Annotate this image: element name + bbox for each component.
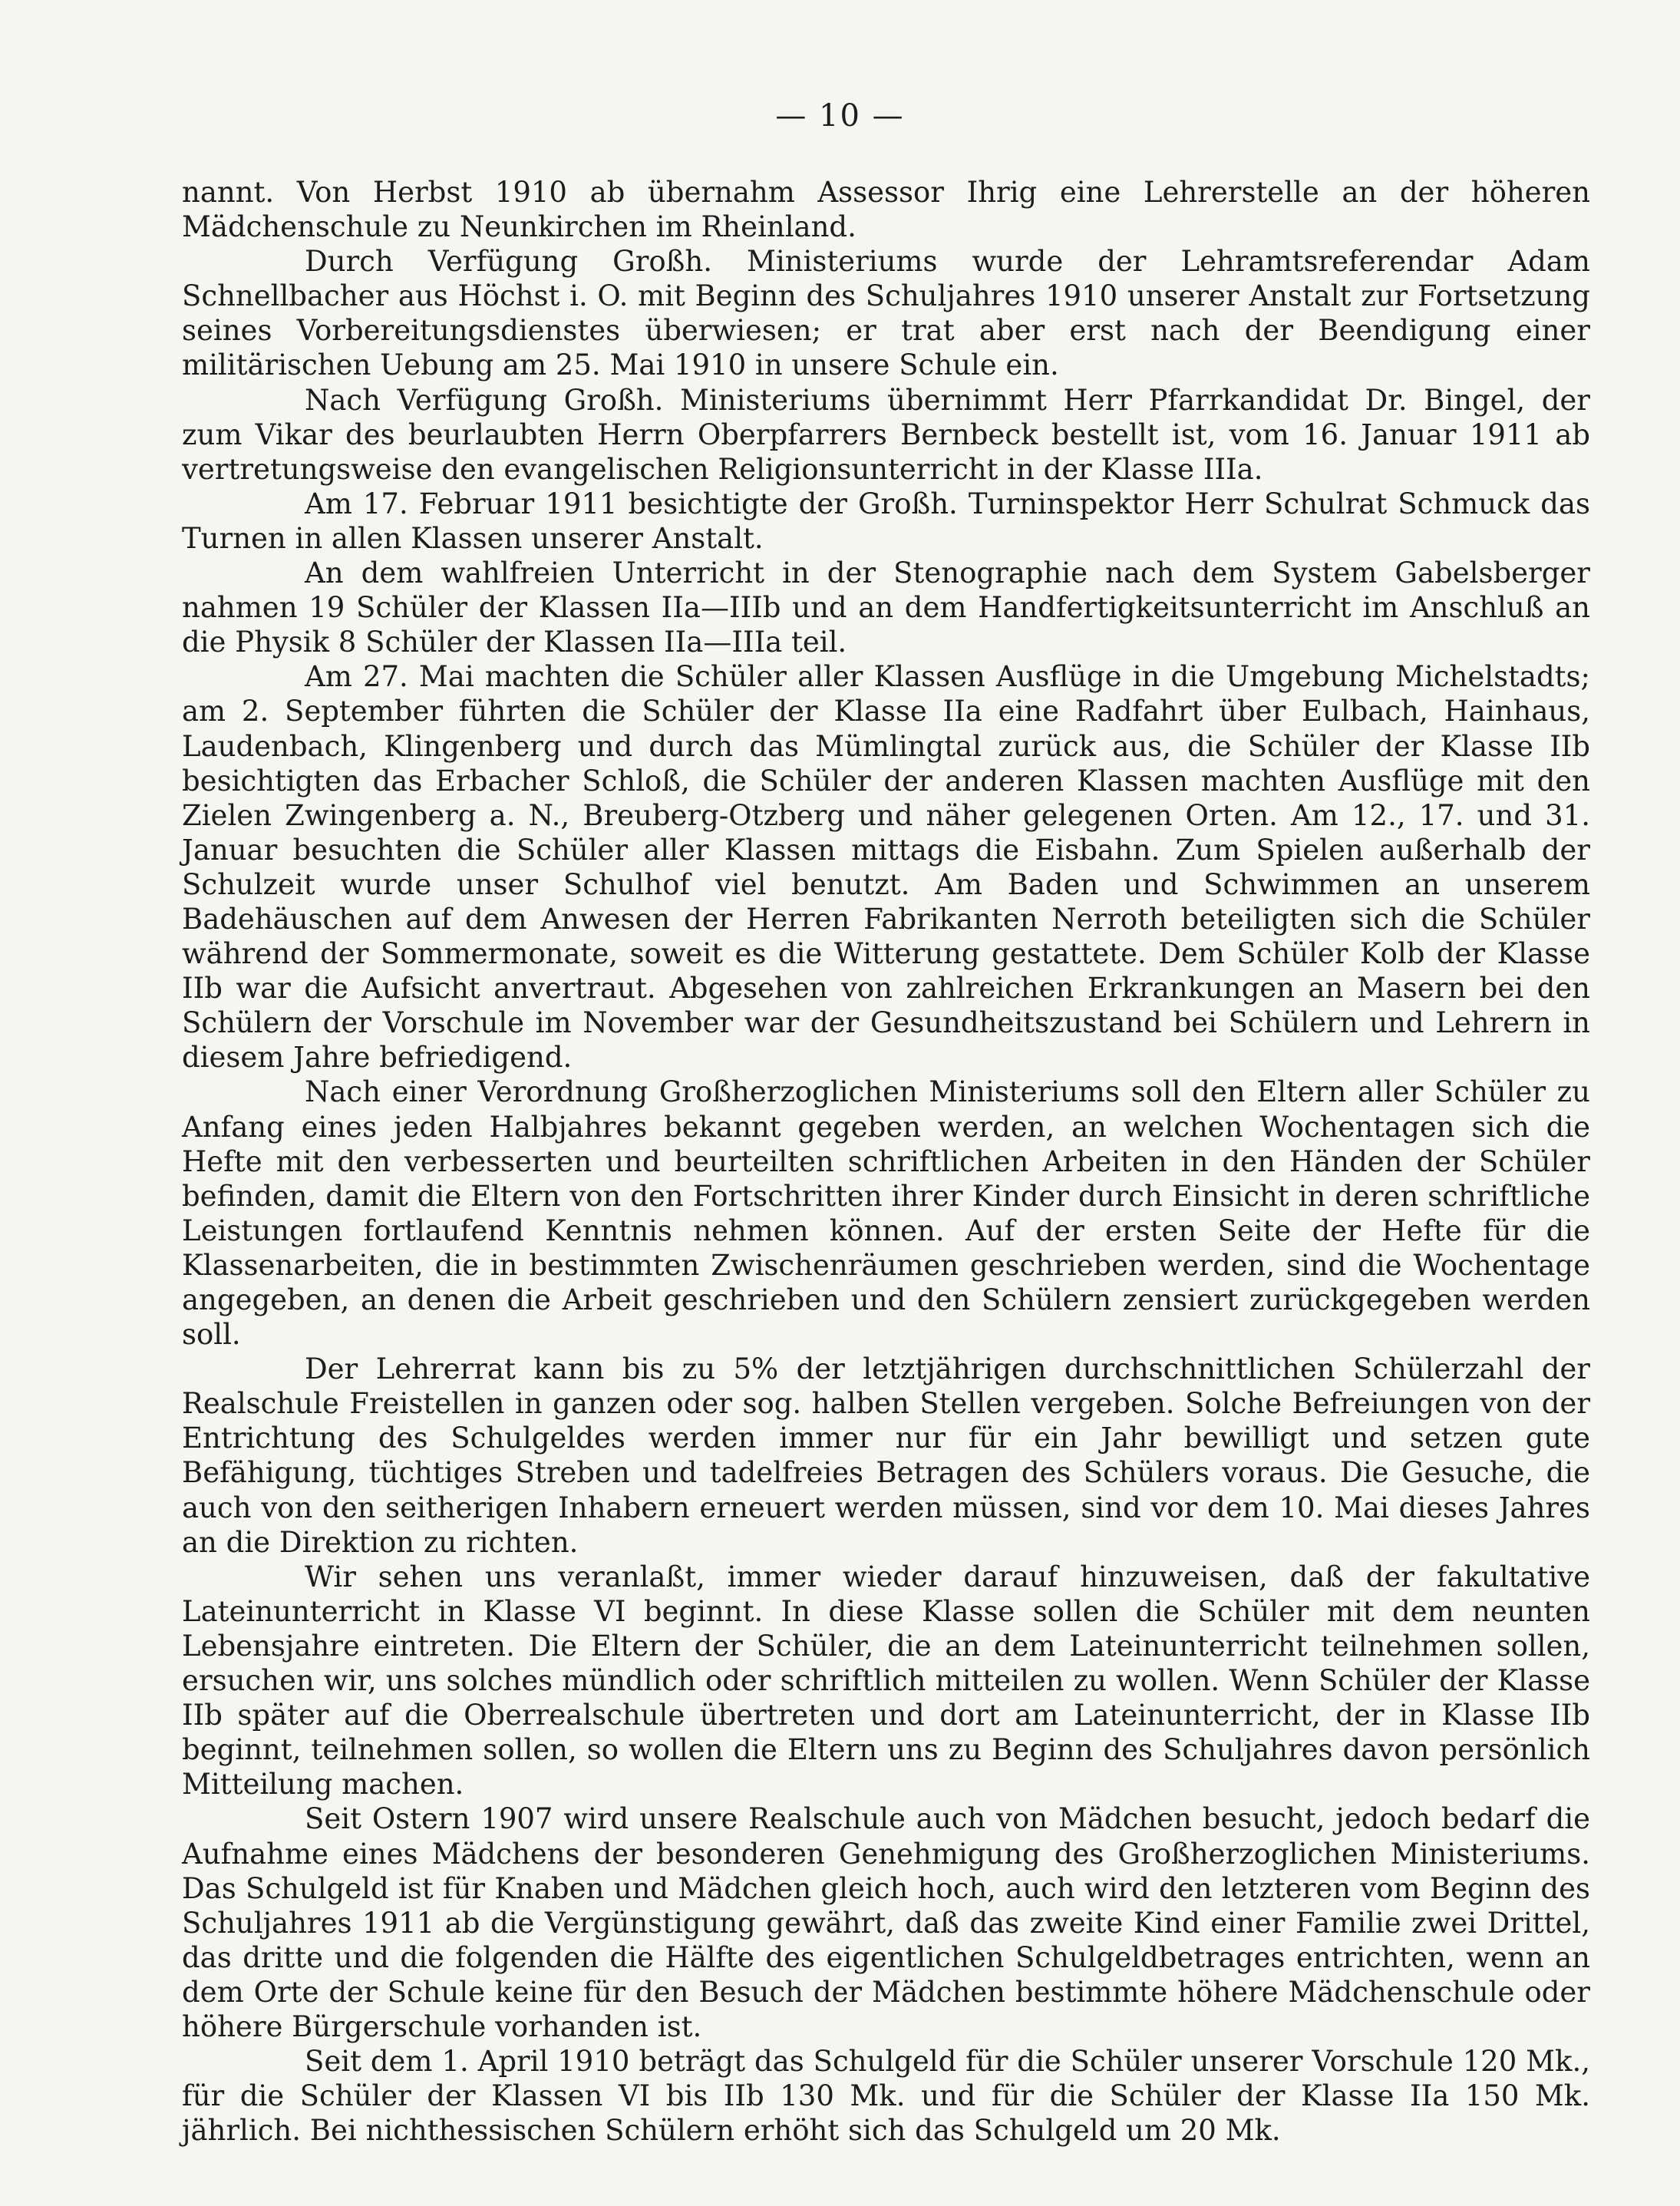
paragraph: An dem wahlfreien Unterricht in der Stenographie nach dem System Gabelsberger nahmen 19 Schüler der Klassen IIa—IIIb und an dem Handfertigkeitsunterricht im Anschluß an die Physik 8 Schüler der Klassen IIa—IIIa teil. (182, 556, 1590, 659)
paragraph: Nach einer Verordnung Großherzoglichen Ministeriums soll den Eltern aller Schüler zu Anfang eines jeden Halbjahres bekannt gegeben werden, an welchen Wochentagen sich die Hefte mit den verbesserten und beurteilten schriftlichen Arbeiten in den Händen der Schüler befinden, damit die Eltern von den Fortschritten ihrer Kinder durch Einsicht in deren schriftliche Leistungen fortlaufend Kenntnis nehmen können. Auf der ersten Seite der Hefte für die Klassenarbeiten, die in bestimmten Zwischenräumen geschrieben werden, sind die Wochentage angegeben, an denen die Arbeit geschrieben und den Schülern zensiert zurückgegeben werden soll. (182, 1075, 1590, 1352)
body-text (182, 175, 1590, 2148)
paragraph: Am 17. Februar 1911 besichtigte der Großh. Turninspektor Herr Schulrat Schmuck das Turnen in allen Klassen unserer Anstalt. (182, 487, 1590, 555)
paragraph: Seit Ostern 1907 wird unsere Realschule auch von Mädchen besucht, jedoch bedarf die Aufnahme eines Mädchens der besonderen Genehmigung des Großherzoglichen Ministeriums. Das Schulgeld ist für Knaben und Mädchen gleich hoch, auch wird den letzteren vom Beginn des Schuljahres 1911 ab die Vergünstigung gewährt, daß das zweite Kind einer Familie zwei Drittel, das dritte und die folgenden die Hälfte des eigentlichen Schulgeldbetrages entrichten, wenn an dem Orte der Schule keine für den Besuch der Mädchen bestimmte höhere Mädchenschule oder höhere Bürgerschule vorhanden ist. (182, 1802, 1590, 2043)
paragraph: Seit dem 1. April 1910 beträgt das Schulgeld für die Schüler unserer Vorschule 120 Mk., für die Schüler der Klassen VI bis IIb 130 Mk. und für die Schüler der Klasse IIa 150 Mk. jährlich. Bei nichthessischen Schülern erhöht sich das Schulgeld um 20 Mk. (182, 2045, 1590, 2148)
paragraph: Durch Verfügung Großh. Ministeriums wurde der Lehramtsreferendar Adam Schnellbacher aus Höchst i. O. mit Beginn des Schuljahres 1910 unserer Anstalt zur Fortsetzung seines Vorbereitungsdienstes überwiesen; er trat aber erst nach der Beendigung einer militärischen Uebung am 25. Mai 1910 in unsere Schule ein. (182, 245, 1590, 382)
paragraph: Wir sehen uns veranlaßt, immer wieder darauf hinzuweisen, daß der fakultative Lateinunterricht in Klasse VI beginnt. In diese Klasse sollen die Schüler mit dem neunten Lebensjahre eintreten. Die Eltern der Schüler, die an dem Lateinunterricht teilnehmen sollen, ersuchen wir, uns solches mündlich oder schriftlich mitteilen zu wollen. Wenn Schüler der Klasse IIb später auf die Oberrealschule übertreten und dort am Lateinunterricht, der in Klasse IIb beginnt, teilnehmen sollen, so wollen die Eltern uns zu Beginn des Schuljahres davon persönlich Mitteilung machen. (182, 1560, 1590, 1801)
paragraph: nannt. Von Herbst 1910 ab übernahm Assessor Ihrig eine Lehrerstelle an der höheren Mädchenschule zu Neunkirchen im Rheinland. (182, 176, 1590, 244)
paragraph: Nach Verfügung Großh. Ministeriums übernimmt Herr Pfarrkandidat Dr. Bingel, der zum Vikar des beurlaubten Herrn Oberpfarrers Bernbeck bestellt ist, vom 16. Januar 1911 ab vertretungsweise den evangelischen Religionsunterricht in der Klasse IIIa. (182, 383, 1590, 486)
paragraph: Der Lehrerrat kann bis zu 5% der letztjährigen durchschnittlichen Schülerzahl der Realschule Freistellen in ganzen oder sog. halben Stellen vergeben. Solche Befreiungen von der Entrichtung des Schulgeldes werden immer nur für ein Jahr bewilligt und setzen gute Befähigung, tüchtiges Streben und tadelfreies Betragen des Schülers voraus. Die Gesuche, die auch von den seitherigen Inhabern erneuert werden müssen, sind vor dem 10. Mai dieses Jahres an die Direktion zu richten. (182, 1352, 1590, 1559)
page-number: — 10 — (775, 98, 905, 134)
paragraph: Am 27. Mai machten die Schüler aller Klassen Ausflüge in die Umgebung Michelstadts; am 2. September führten die Schüler der Klasse IIa eine Radfahrt über Eulbach, Hainhaus, Laudenbach, Klingenberg und durch das Mümlingtal zurück aus, die Schüler der Klasse IIb besichtigten das Erbacher Schloß, die Schüler der anderen Klassen machten Ausflüge mit den Zielen Zwingenberg a. N., Breuberg-Otzberg und näher gelegenen Orten. Am 12., 17. und 31. Januar besuchten die Schüler aller Klassen mittags die Eisbahn. Zum Spielen außerhalb der Schulzeit wurde unser Schulhof viel benutzt. Am Baden und Schwimmen an unserem Badehäuschen auf dem Anwesen der Herren Fabrikanten Nerroth beteiligten sich die Schüler während der Sommermonate, soweit es die Witterung gestattete. Dem Schüler Kolb der Klasse IIb war die Aufsicht anvertraut. Abgesehen von zahlreichen Erkrankungen an Masern bei den Schülern der Vorschule im November war der Gesundheitszustand bei Schülern und Lehrern in diesem Jahre befriedigend. (182, 660, 1590, 1075)
